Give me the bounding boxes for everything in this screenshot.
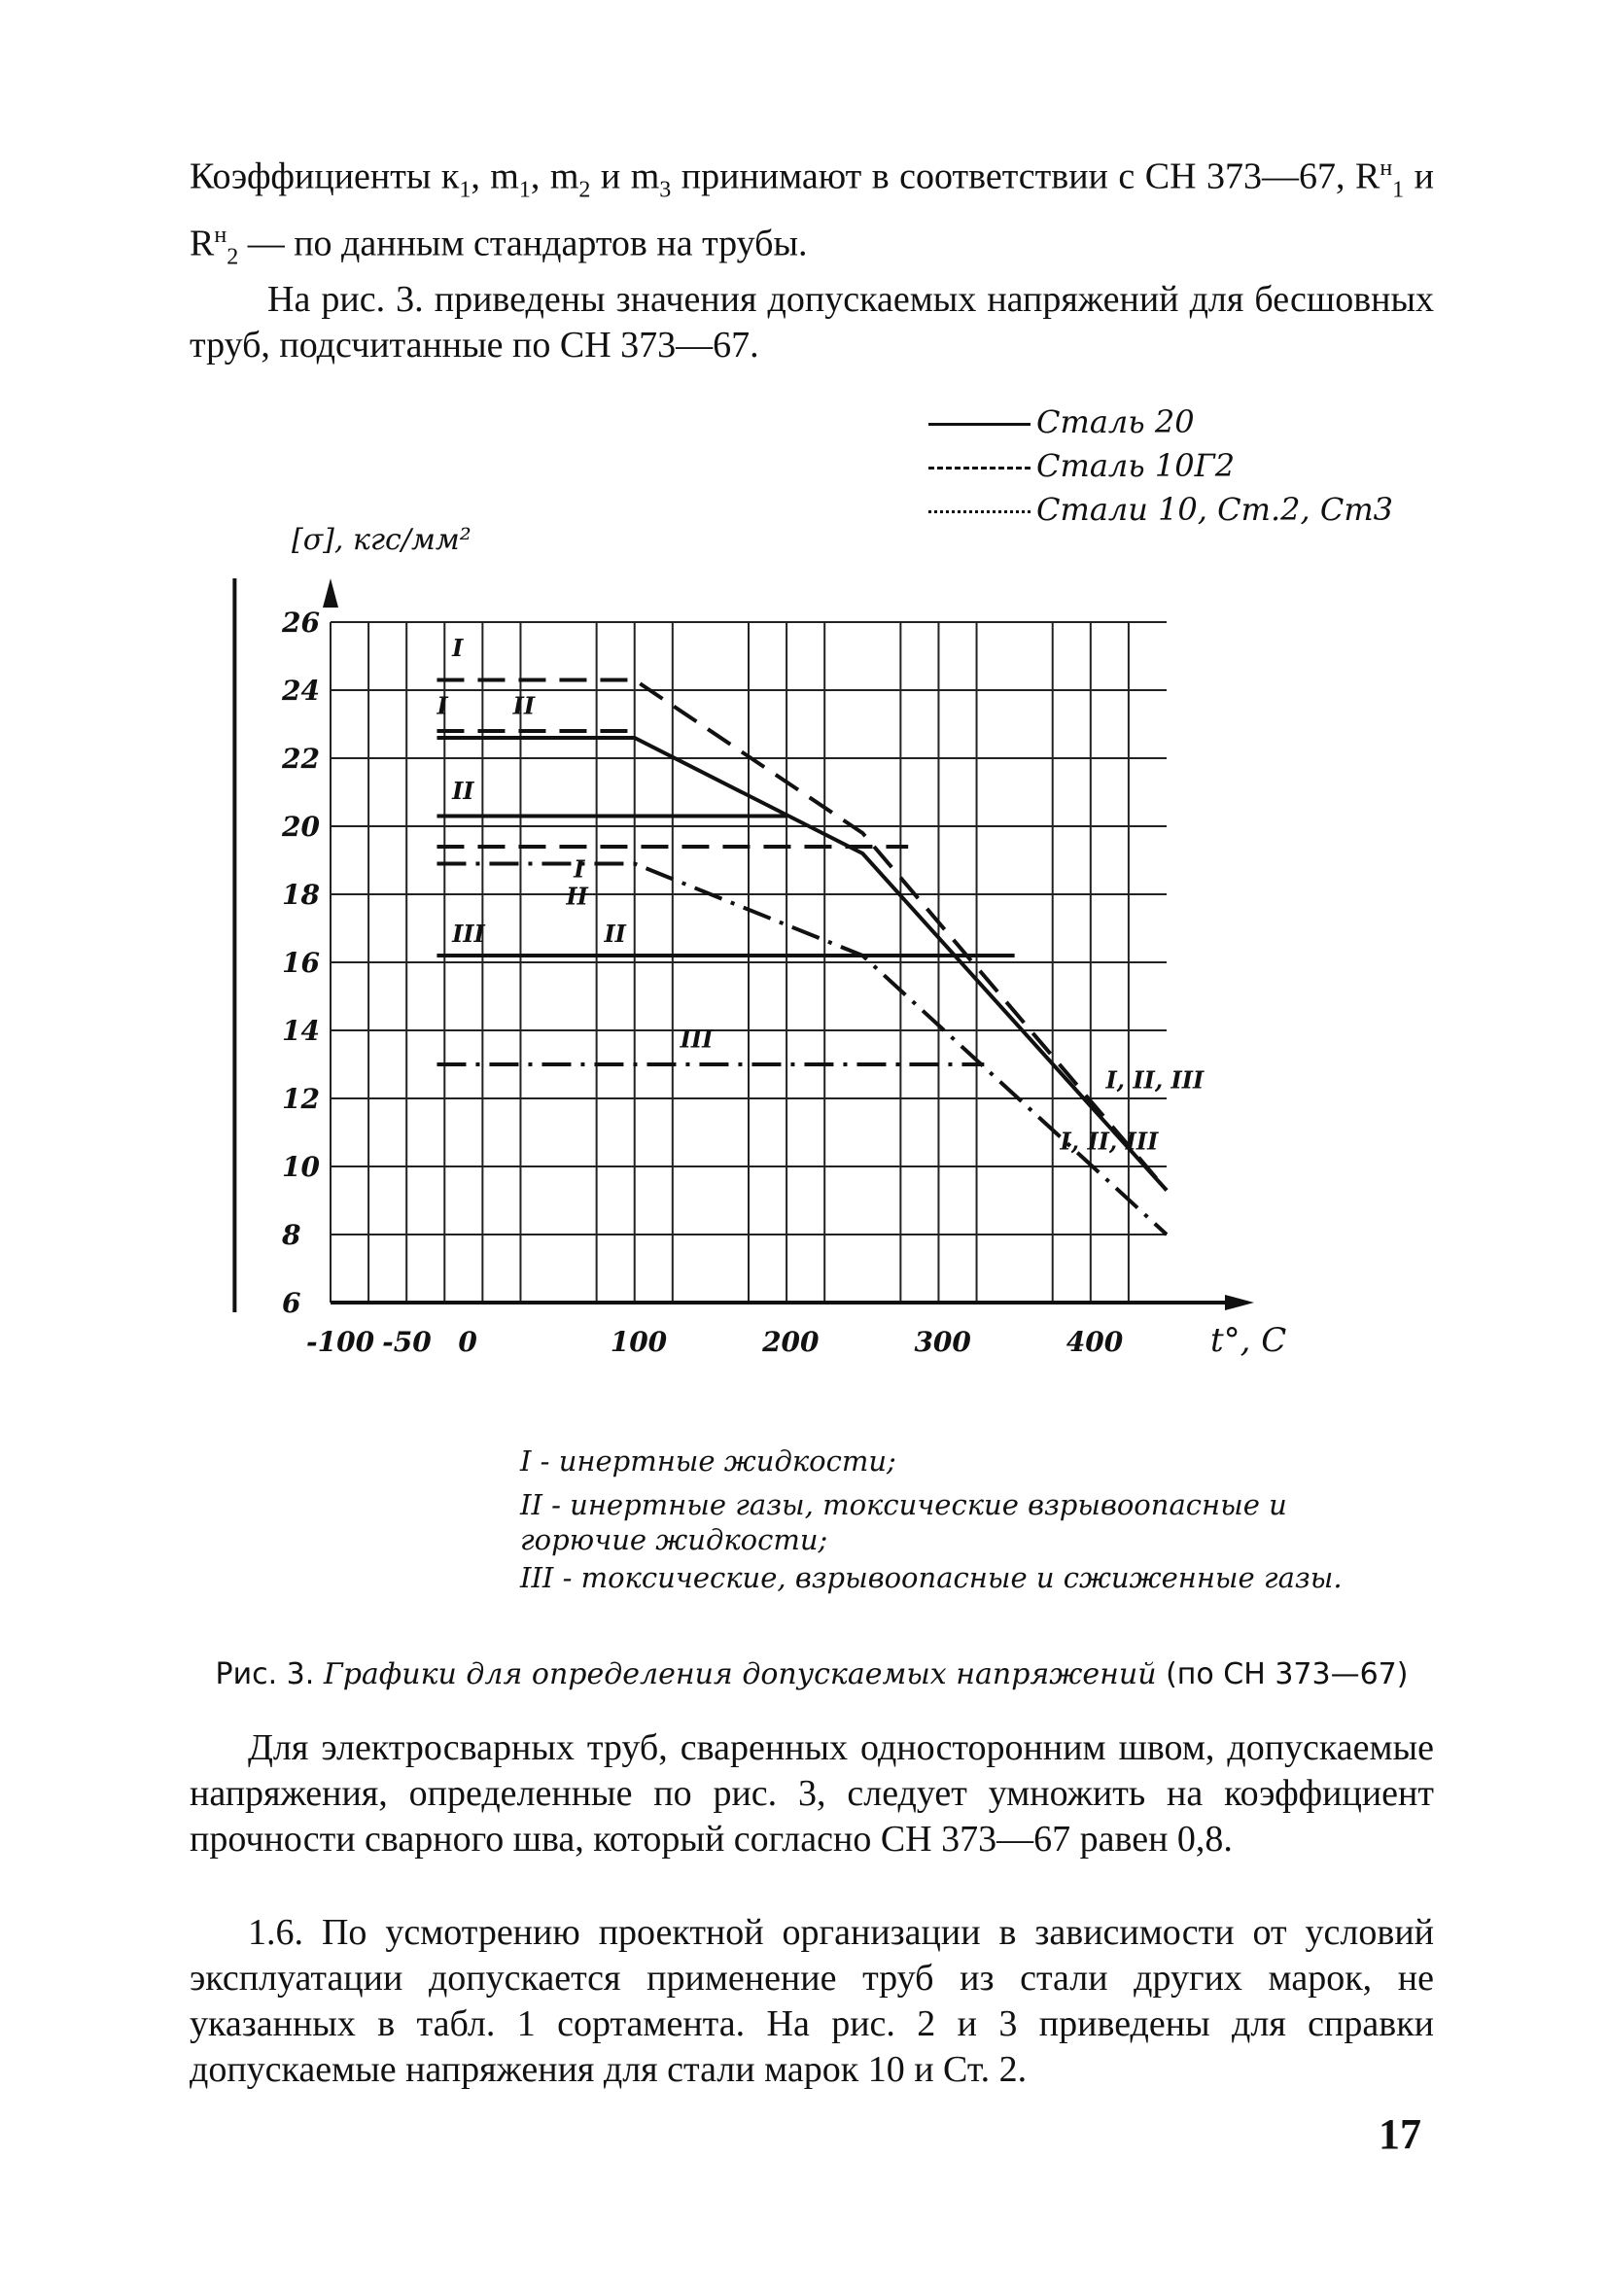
legend-steel-20	[928, 403, 1195, 440]
y-tick-label: 8	[282, 1219, 301, 1251]
class-label: II	[604, 920, 626, 948]
paragraph-3: Для электросварных труб, сваренных односторонним швом, допускаемые напряжения, определенные по рис. 3, следует умножить на коэффициент прочности сварного шва, который согласно СН 373—67 равен 0,8.	[190, 1727, 1434, 1860]
x-tick-label: -50	[382, 1326, 432, 1358]
x-tick-label: 0	[458, 1326, 477, 1358]
y-tick-label: 18	[282, 879, 320, 911]
paragraph-4: 1.6. По усмотрению проектной организации в зависимости от условий эксплуатации допускается применение труб из стали других марок, не указанных в табл. 1 сортамента. На рис. 2 и 3 приведены для справки допускаемые напряжения для стали марок 10 и Ст. 2.	[190, 1912, 1434, 2090]
y-tick-label: 24	[282, 675, 320, 707]
y-tick-label: 10	[282, 1151, 320, 1183]
legend-swatch-solid	[928, 423, 1031, 426]
class-label: I	[574, 854, 585, 884]
y-tick-label: 26	[282, 607, 320, 639]
x-tick-label: 400	[1066, 1326, 1124, 1358]
note-class-3: III - токсические, взрывоопасные и сжиженные газы.	[520, 1561, 1343, 1594]
legend-label: Сталь 10Г2	[1036, 447, 1236, 484]
x-axis-label: t°, C	[1210, 1321, 1287, 1360]
page-number: 17	[1379, 2110, 1421, 2158]
x-tick-label: 200	[762, 1326, 820, 1358]
class-label: II	[452, 777, 474, 805]
y-axis-label: [σ], кгс/мм²	[292, 523, 472, 557]
legend-swatch-dashed	[928, 467, 1031, 470]
paragraph-2: На рис. 3. приведены значения допускаемых напряжений для бесшовных труб, подсчитанные по СН 373—67.	[190, 279, 1434, 365]
legend-label: Стали 10, Ст.2, Ст3	[1036, 491, 1394, 528]
legend-label: Сталь 20	[1036, 403, 1195, 440]
x-tick-label: -100	[306, 1326, 375, 1358]
y-tick-label: 20	[282, 811, 320, 843]
y-axis-arrow	[323, 578, 338, 608]
legend-swatch-dashdot	[928, 510, 1031, 513]
x-axis-arrow	[1225, 1295, 1254, 1310]
class-label: II	[566, 882, 588, 911]
class-label: I, II, III	[1060, 1127, 1159, 1156]
note-class-1: I - инертные жидкости;	[520, 1444, 896, 1478]
series-line	[437, 864, 1167, 1235]
y-tick-label: 12	[282, 1083, 320, 1115]
paragraph-1: Коэффициенты $к_1$, $m_1$, $m_2$ и $m_3$ принимают в соответствии с СН 373—67, $R^н_1$ и $R^н_2$ — по данным стандартов на трубы.	[190, 156, 1434, 270]
legend-steel-10g2	[928, 447, 1235, 484]
legend-steel-10-st2-st3	[928, 491, 1393, 528]
class-label: III	[452, 920, 485, 948]
y-tick-label: 16	[282, 947, 320, 979]
y-tick-label: 6	[282, 1287, 301, 1319]
note-class-2: II - инертные газы, токсические взрывоопасные и горючие жидкости;	[520, 1488, 1287, 1556]
y-tick-label: 22	[282, 743, 320, 775]
class-label: I, II, III	[1105, 1065, 1205, 1095]
figure-caption: Рис. 3. Графики для определения допускаемых напряжений (по СН 373—67)	[215, 1657, 1409, 1691]
class-label: III	[680, 1025, 714, 1054]
x-tick-label: 300	[914, 1326, 971, 1358]
y-tick-label: 14	[282, 1015, 320, 1047]
class-label: II	[512, 691, 536, 720]
series-line	[437, 738, 1167, 1191]
allowable-stress-chart	[253, 523, 1312, 1409]
series-line	[437, 680, 1167, 1191]
class-label: I	[452, 634, 464, 662]
class-label: I	[437, 691, 448, 720]
x-tick-label: 100	[610, 1326, 668, 1358]
